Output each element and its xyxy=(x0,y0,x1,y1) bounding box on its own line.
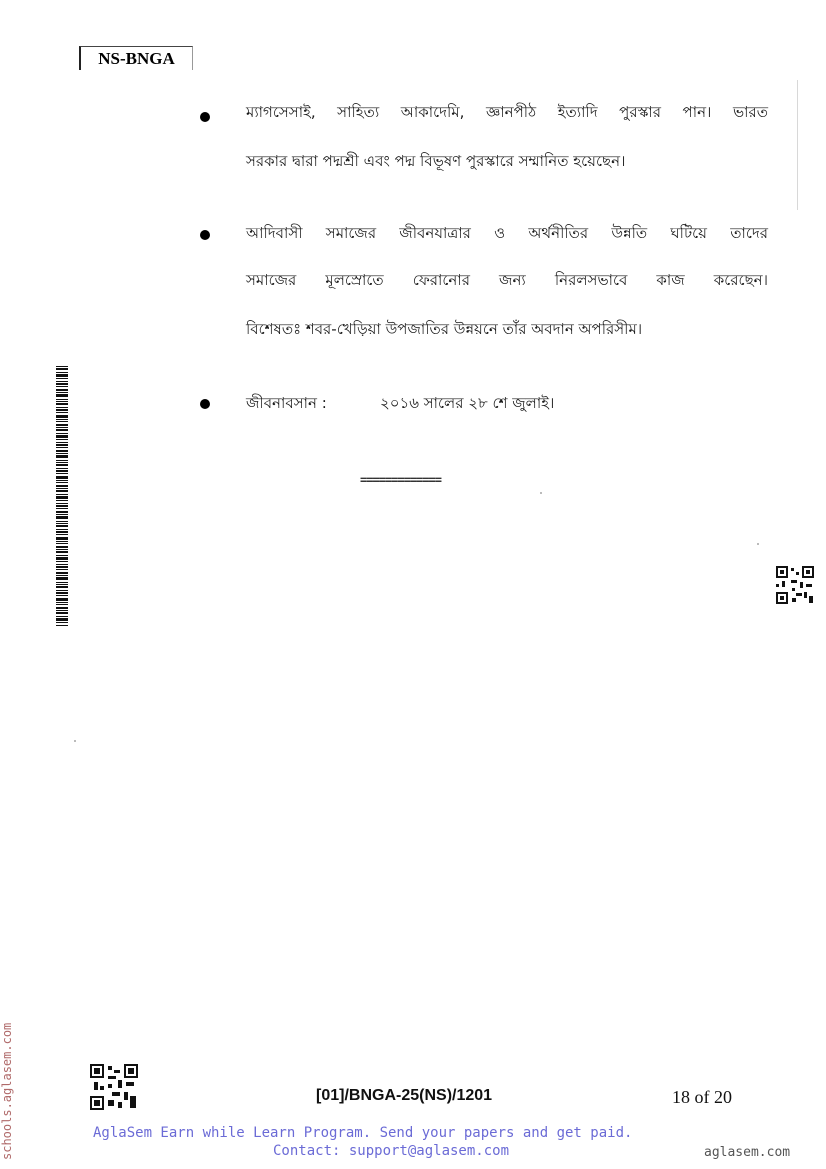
bullet-dot xyxy=(200,112,210,122)
bullet-2-line-2: সমাজের মূলস্রোতে ফেরানোর জন্য নিরলসভাবে কাজ করেছেন। xyxy=(246,271,768,289)
scan-speck xyxy=(757,543,759,545)
scan-speck xyxy=(540,492,542,494)
page-number: 18 of 20 xyxy=(672,1087,732,1107)
bullet-2-line-1: আদিবাসী সমাজের জীবনযাত্রার ও অর্থনীতির উন্নতি ঘটিয়ে তাদের xyxy=(246,224,768,242)
section-divider: ============= xyxy=(360,473,441,487)
death-label: জীবনাবসান : xyxy=(246,394,327,412)
site-watermark: aglasem.com xyxy=(704,1145,791,1160)
paper-code-box: NS-BNGA xyxy=(79,46,193,70)
vertical-watermark: schools.aglasem.com xyxy=(0,1022,14,1160)
death-date: ২০১৬ সালের ২৮ শে জুলাই। xyxy=(380,394,555,412)
footer-qr-code-icon xyxy=(90,1064,138,1110)
bullet-dot xyxy=(200,399,210,409)
promo-text: AglaSem Earn while Learn Program. Send your papers and get paid. xyxy=(93,1125,633,1141)
bullet-1-line-2: সরকার দ্বারা পদ্মশ্রী এবং পদ্ম বিভূষণ পুরস্কারে সম্মানিত হয়েছেন। xyxy=(246,152,626,170)
scan-speck xyxy=(74,740,76,742)
bullet-dot xyxy=(200,230,210,240)
margin-rule xyxy=(797,80,798,210)
barcode-icon xyxy=(56,366,68,626)
bullet-2-line-3: বিশেষতঃ শবর-খেড়িয়া উপজাতির উন্নয়নে তাঁর অবদান অপরিসীম। xyxy=(246,320,643,338)
bullet-1-line-1: ম্যাগসেসাই, সাহিত্য আকাদেমি, জ্ঞানপীঠ ইত্যাদি পুরস্কার পান। ভারত xyxy=(246,103,768,121)
qr-code-icon xyxy=(776,566,814,604)
footer-paper-code: [01]/BNGA-25(NS)/1201 xyxy=(316,1087,493,1104)
contact-text: Contact: support@aglasem.com xyxy=(273,1143,510,1159)
